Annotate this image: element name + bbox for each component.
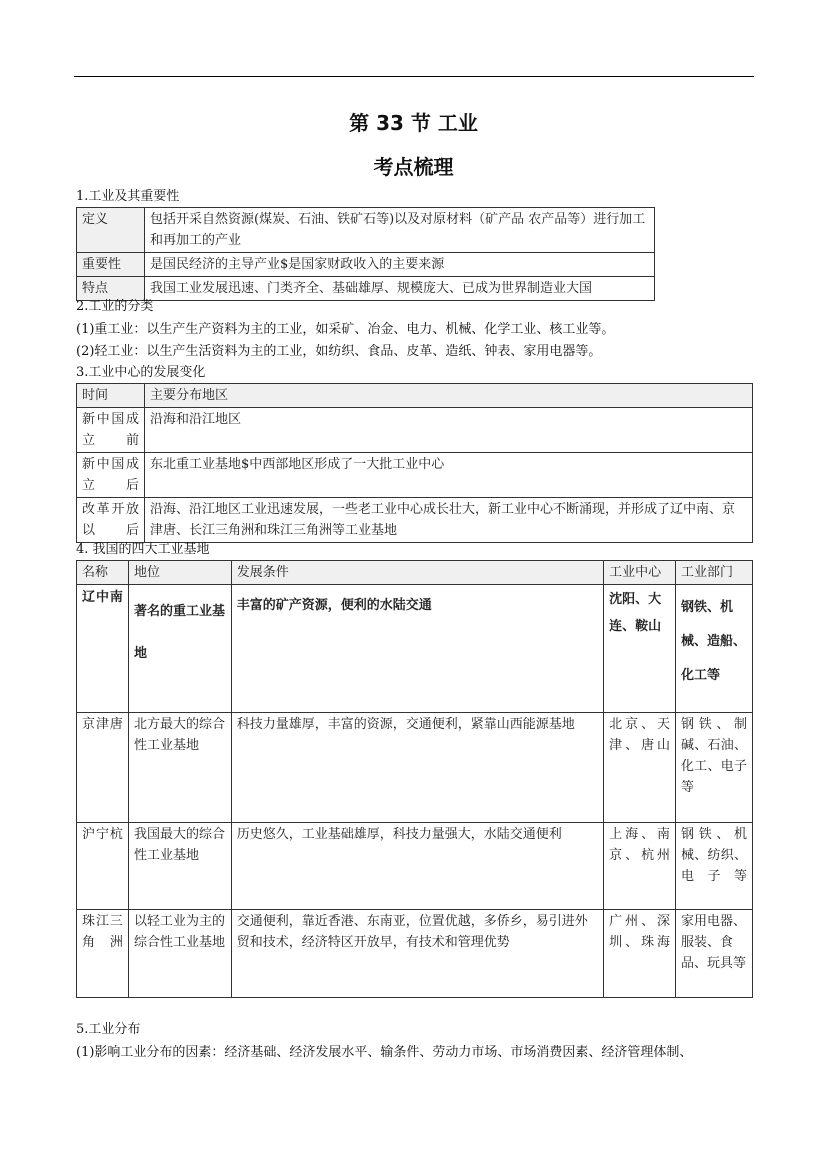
base-name: 沪宁杭 — [77, 823, 129, 910]
page-title: 第 33 节 工业 — [349, 111, 478, 135]
table-row — [77, 910, 753, 998]
table-row — [77, 713, 753, 823]
table-row — [77, 384, 753, 408]
row-text: 包括开采自然资源(煤炭、石油、铁矿石等)以及对原材料（矿产品 农产品等）进行加工和再加工的产业 — [145, 208, 655, 253]
base-status: 北方最大的综合性工业基地 — [128, 713, 231, 823]
base-sectors: 钢铁、制碱、石油、化工、电子等 — [676, 713, 753, 823]
table-row — [77, 585, 753, 713]
region-cell: 东北重工业基地$中西部地区形成了一大批工业中心 — [145, 453, 753, 498]
time-cell: 新中国成立后 — [77, 453, 145, 498]
section-5-heading: 5.工业分布 — [76, 1022, 141, 1037]
col-header-conditions: 发展条件 — [231, 561, 603, 585]
base-conditions: 科技力量雄厚，丰富的资源，交通便利，紧靠山西能源基地 — [231, 713, 603, 823]
section-2-heading: 2.工业的分类 — [76, 299, 154, 314]
row-text: 是国民经济的主导产业$是国家财政收入的主要来源 — [145, 253, 655, 277]
table-row — [77, 498, 753, 543]
base-sectors: 家用电器、服装、食品、玩具等 — [676, 910, 753, 998]
light-industry-line: (2)轻工业：以生产生活资料为主的工业，如纺织、食品、皮革、造纸、钟表、家用电器等。 — [76, 344, 602, 359]
table-header-row — [77, 561, 753, 585]
base-sectors: 钢铁、机械、纺织、电子等 — [676, 823, 753, 910]
base-sectors: 钢铁、机械、造船、化工等 — [676, 585, 753, 713]
center-change-table — [76, 383, 753, 543]
region-cell: 沿海和沿江地区 — [145, 408, 753, 453]
time-cell: 新中国成立前 — [77, 408, 145, 453]
col-header-sectors: 工业部门 — [676, 561, 753, 585]
base-centers: 广州、深圳、珠海 — [604, 910, 676, 998]
table-row — [77, 208, 655, 253]
distribution-factors-line: (1)影响工业分布的因素：经济基础、经济发展水平、输条件、劳动力市场、市场消费因素、经济管理体制、 — [76, 1045, 693, 1060]
base-name: 珠江三角洲 — [77, 910, 129, 998]
base-status: 以轻工业为主的综合性工业基地 — [128, 910, 231, 998]
table-row — [77, 277, 655, 301]
row-label: 特点 — [77, 277, 145, 301]
table-row — [77, 823, 753, 910]
col-header-time: 时间 — [77, 384, 145, 408]
table-row — [77, 253, 655, 277]
section-3-heading: 3.工业中心的发展变化 — [76, 365, 206, 380]
base-status: 我国最大的综合性工业基地 — [128, 823, 231, 910]
col-header-centers: 工业中心 — [604, 561, 676, 585]
page-subtitle: 考点梳理 — [373, 155, 454, 179]
row-label: 重要性 — [77, 253, 145, 277]
base-conditions: 丰富的矿产资源，便利的水陆交通 — [231, 585, 603, 713]
base-name: 辽中南 — [77, 585, 129, 713]
base-name: 京津唐 — [77, 713, 129, 823]
row-text: 我国工业发展迅速、门类齐全、基础雄厚、规模庞大、已成为世界制造业大国 — [145, 277, 655, 301]
heavy-industry-line: (1)重工业：以生产生产资料为主的工业，如采矿、冶金、电力、机械、化学工业、核工业等。 — [76, 322, 615, 337]
region-cell: 沿海、沿江地区工业迅速发展，一些老工业中心成长壮大，新工业中心不断涌现，并形成了辽中南、京津唐、长江三角洲和珠江三角洲等工业基地 — [145, 498, 753, 543]
base-conditions: 历史悠久，工业基础雄厚，科技力量强大，水陆交通便利 — [231, 823, 603, 910]
col-header-status: 地位 — [128, 561, 231, 585]
table-row — [77, 408, 753, 453]
importance-table — [76, 207, 655, 301]
header-rule — [74, 76, 754, 77]
base-centers: 北京、天津、唐山 — [604, 713, 676, 823]
section-4-heading: 4. 我国的四大工业基地 — [76, 542, 210, 557]
time-cell: 改革开放以后 — [77, 498, 145, 543]
section-1-heading: 1.工业及其重要性 — [76, 189, 180, 204]
base-conditions: 交通便利，靠近香港、东南亚，位置优越，多侨乡，易引进外贸和技术，经济特区开放早，有技术和管理优势 — [231, 910, 603, 998]
industrial-bases-table — [76, 560, 753, 998]
base-centers: 沈阳、大连、鞍山 — [604, 585, 676, 713]
base-status: 著名的重工业基地 — [128, 585, 231, 713]
base-centers: 上海、南京、杭州 — [604, 823, 676, 910]
table-row — [77, 453, 753, 498]
row-label: 定义 — [77, 208, 145, 253]
col-header-name: 名称 — [77, 561, 129, 585]
col-header-region: 主要分布地区 — [145, 384, 753, 408]
